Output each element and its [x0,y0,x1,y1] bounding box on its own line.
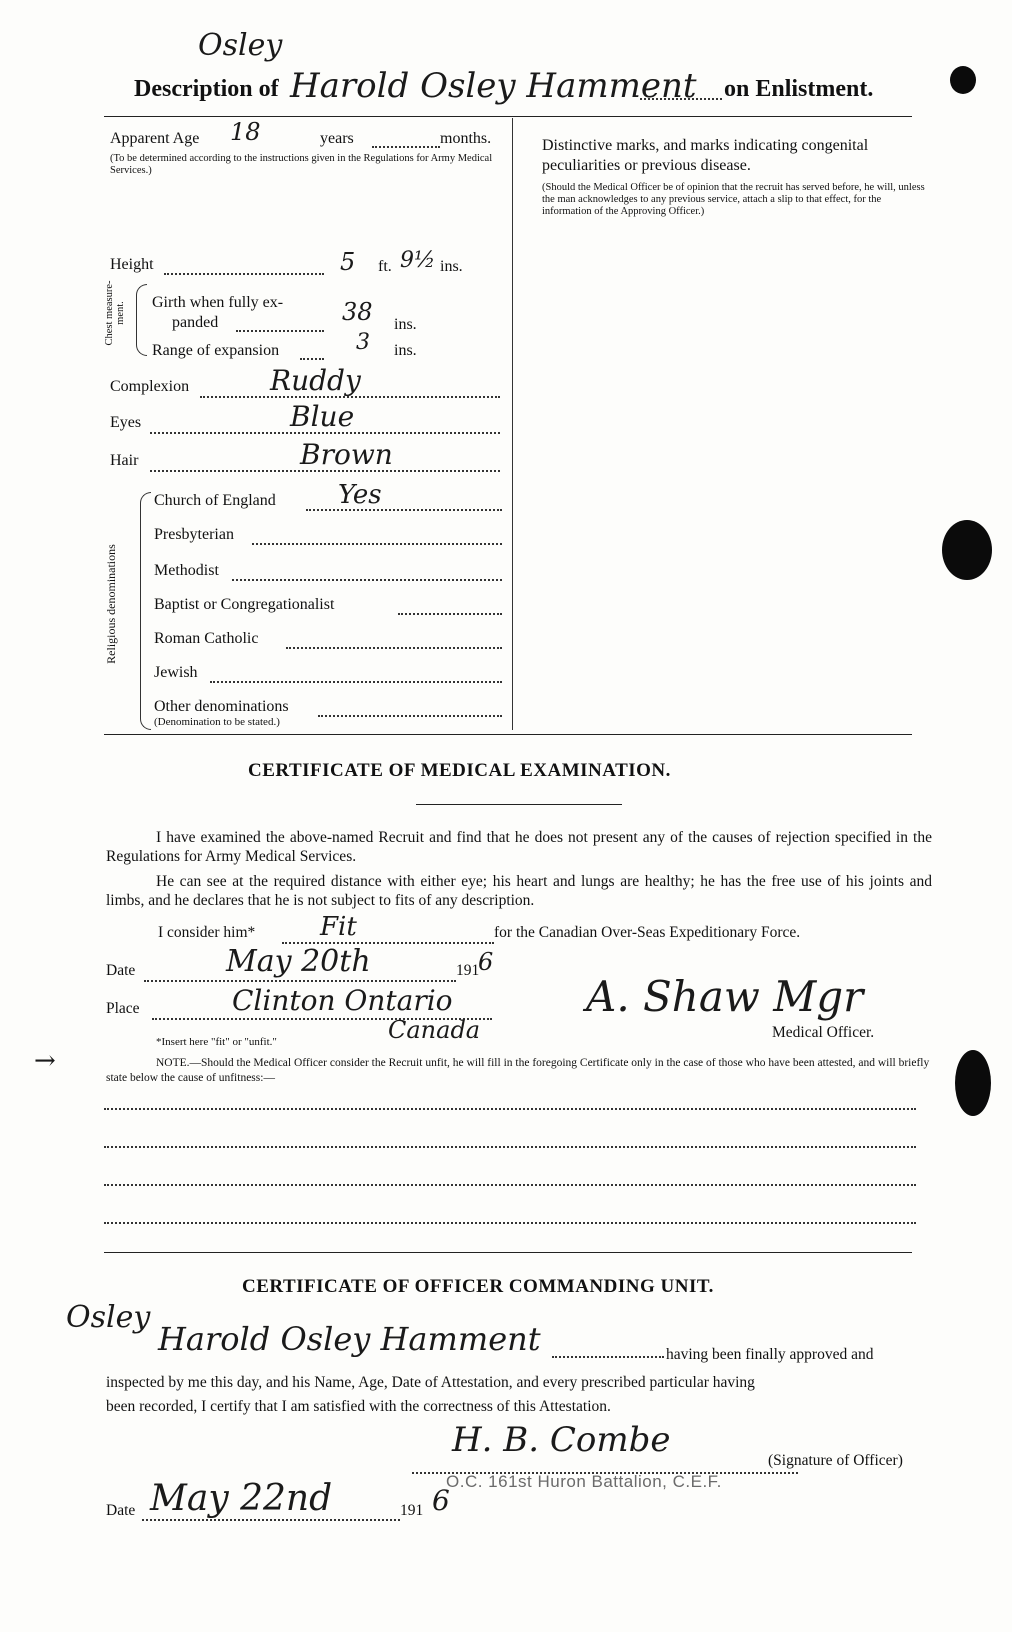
religion-value: Yes [338,480,382,510]
marks-note: (Should the Medical Officer be of opinion that the recruit has served before, he will, unless the man acknowledges to any previous service, attach a slip to that effect, for the information of the Approving Officer.) [542,182,925,217]
complexion-label: Complexion [110,378,190,395]
girth-label-1: Girth when fully ex- [152,294,284,311]
chest-side-label [104,278,126,348]
medical-para-1: I have examined the above-named Recruit and find that he does not present any of the causes of rejection specified in the Regulations for Army Medical Services. [106,829,932,865]
height-ins-label: ins. [440,258,463,275]
unfitness-line-4 [104,1222,916,1224]
religion-side-label [104,544,118,664]
religion-dots-1 [306,509,502,511]
religion-dots-3 [232,579,502,581]
medical-date-dots [144,980,456,982]
commanding-signature: H. B. Combe [452,1420,671,1460]
age-months-label: months. [440,130,492,147]
range-ins-label: ins. [394,342,417,359]
header-rule [104,116,912,117]
religion-baptist: Baptist or Congregationalist [154,596,335,613]
punch-hole-middle [942,520,992,580]
commanding-hand-above: Osley [66,1300,151,1335]
height-ft-label: ft. [378,258,392,275]
header-hand-name: Harold Osley Hamment [290,66,697,106]
commanding-after-name: having been finally approved and [666,1346,874,1363]
religion-side-text: Religious denominations [104,544,118,664]
commanding-hand-name: Harold Osley Hamment [158,1320,541,1358]
girth-label-2: panded [172,314,219,331]
commanding-line-3: been recorded, I certify that I am satisfied with the correctness of this Attestation. [106,1398,611,1415]
punch-hole-bottom [955,1050,991,1116]
commanding-name-dots [552,1356,664,1358]
medical-date-value: May 20th [226,944,371,979]
header-hand-osley: Osley [198,28,283,63]
chest-brace [136,284,147,356]
medical-note: NOTE.—Should the Medical Officer consider the Recruit unfit, he will fill in the foregoing Certificate only in the case of those who have been attested, and will briefly state below the cause of unfitness:— [106,1057,930,1084]
header-title-suffix: on Enlistment. [724,76,874,102]
religion-jewish: Jewish [154,664,198,681]
commanding-date-label: Date [106,1502,136,1519]
section-rule-1 [104,734,912,735]
commanding-date-dots [142,1519,400,1521]
chest-side-text: Chest measure-ment. [104,280,126,346]
commanding-stamp: O.C. 161st Huron Battalion, C.E.F. [446,1472,722,1491]
religion-church-of-england: Church of England [154,492,276,509]
medical-place-value: Clinton Ontario [232,984,453,1017]
medical-heading-rule [416,804,622,805]
religion-dots-6 [210,681,502,683]
religion-presbyterian: Presbyterian [154,526,234,543]
height-ins-value: 9½ [400,248,436,273]
age-months-dots [372,146,440,148]
hair-label: Hair [110,452,139,469]
medical-officer-label: Medical Officer. [772,1024,875,1041]
age-value: 18 [230,118,261,146]
religion-methodist: Methodist [154,562,219,579]
medical-date-label: Date [106,962,136,979]
religion-dots-7 [318,715,502,717]
margin-tick-mark: → [34,1046,56,1076]
religion-other: Other denominations [154,698,289,715]
commanding-line-2: inspected by me this day, and his Name, Age, Date of Attestation, and every prescribed particular having [106,1374,755,1391]
medical-heading: CERTIFICATE OF MEDICAL EXAMINATION. [248,760,671,781]
height-dots [164,273,324,275]
religion-dots-2 [252,543,502,545]
commanding-heading: CERTIFICATE OF OFFICER COMMANDING UNIT. [242,1276,714,1297]
height-label: Height [110,256,154,273]
denomination-note: (Denomination to be stated.) [154,716,280,728]
unfitness-line-1 [104,1108,916,1110]
girth-dots [236,330,324,332]
range-label: Range of expansion [152,342,280,359]
column-divider [512,118,513,730]
consider-value: Fit [320,912,357,942]
complexion-value: Ruddy [270,364,361,397]
commanding-date-value: May 22nd [150,1478,333,1519]
commanding-year-value: 6 [432,1484,450,1517]
range-dots [300,358,324,360]
unfitness-line-3 [104,1184,916,1186]
marks-heading: Distinctive marks, and marks indicating congenital peculiarities or previous disease. [542,137,869,174]
age-note: (To be determined according to the instructions given in the Regulations for Army Medical Services.) [110,153,493,176]
religion-roman-catholic: Roman Catholic [154,630,259,647]
consider-suffix: for the Canadian Over-Seas Expeditionary Force. [494,924,801,941]
height-ft-value: 5 [340,248,356,276]
header-title-prefix: Description of [134,76,279,102]
medical-place-value-2: Canada [388,1016,481,1044]
header-name-dots [640,98,722,100]
commanding-year-prefix: 191 [400,1502,424,1519]
unfitness-line-2 [104,1146,916,1148]
age-years-label: years [320,130,354,147]
eyes-value: Blue [290,400,355,433]
punch-hole-top [950,66,976,94]
eyes-label: Eyes [110,414,142,431]
consider-prefix: I consider him* [158,924,256,941]
medical-para-2: He can see at the required distance with either eye; his heart and lungs are healthy; he has the free use of his joints and limbs, and he declares that he is not subject to fits of any description. [106,873,932,909]
section-rule-2 [104,1252,912,1253]
range-value: 3 [356,330,370,355]
hair-value: Brown [300,438,393,471]
medical-place-label: Place [106,1000,140,1017]
girth-value: 38 [342,298,373,326]
age-label: Apparent Age [110,130,200,147]
religion-dots-5 [286,647,502,649]
commanding-signature-label: (Signature of Officer) [768,1452,903,1469]
religion-dots-4 [398,613,502,615]
medical-year-value: 6 [478,948,494,976]
religion-brace [140,492,151,730]
insert-note: *Insert here "fit" or "unfit." [156,1036,277,1048]
medical-year-prefix: 191 [456,962,480,979]
medical-officer-signature: A. Shaw Mgr [586,972,864,1021]
girth-ins-label: ins. [394,316,417,333]
